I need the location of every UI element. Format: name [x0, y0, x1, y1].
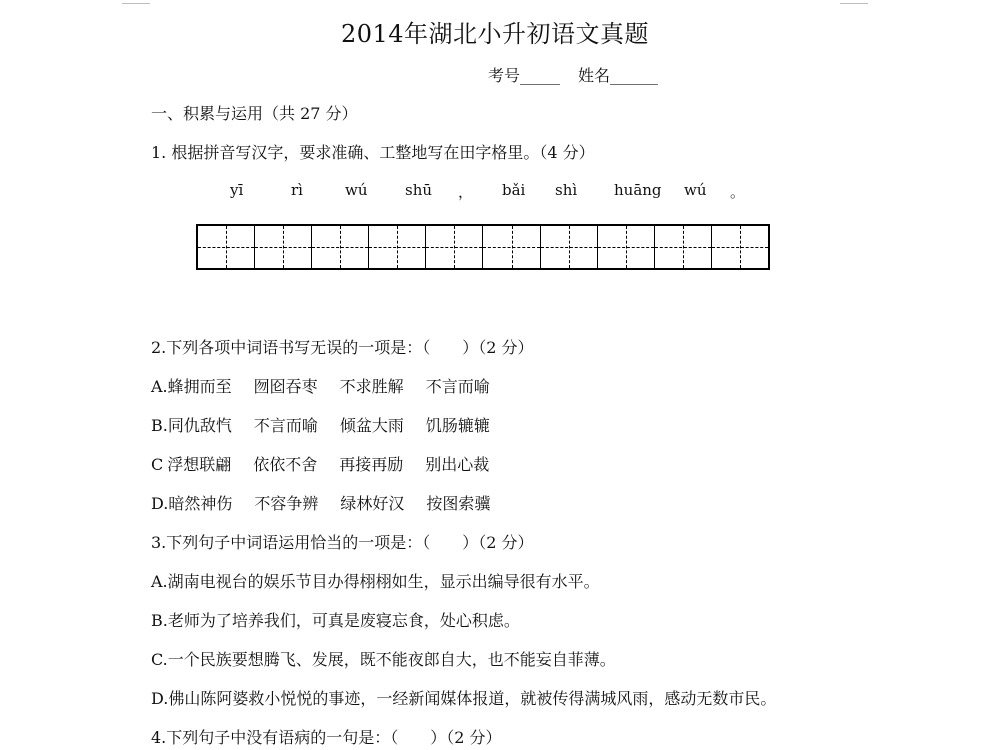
option-word: 绿林好汉	[340, 494, 405, 513]
pinyin-syllable: wú	[345, 181, 368, 199]
tianzige-grid	[196, 224, 770, 270]
crop-mark-right	[840, 0, 868, 4]
grid-cell[interactable]	[426, 226, 483, 268]
question-2-option-a	[151, 375, 512, 399]
question-3-option-c: C.一个民族要想腾飞、发展，既不能夜郎自大，也不能妄自菲薄。	[151, 650, 616, 669]
option-word: 按图索骥	[426, 494, 491, 513]
pinyin-syllable: bǎi	[502, 181, 526, 199]
option-word: 倾盆大雨	[339, 416, 404, 435]
option-word: 浮想联翩	[167, 455, 232, 474]
option-label: C	[151, 455, 164, 474]
crop-mark-left	[122, 0, 150, 4]
option-word: 再接再励	[339, 455, 404, 474]
pinyin-syllable: yī	[230, 181, 244, 199]
grid-cell[interactable]	[483, 226, 540, 268]
grid-cell[interactable]	[655, 226, 712, 268]
pinyin-syllable: huāng	[614, 181, 662, 199]
option-word: 同仇敌忾	[167, 416, 232, 435]
option-word: 暗然神伤	[168, 494, 233, 513]
question-1-prompt: 1. 根据拼音写汉字，要求准确、工整地写在田字格里。（4 分）	[151, 143, 595, 162]
exam-number-field[interactable]: 考号_____	[488, 66, 561, 85]
pinyin-punctuation: 。	[730, 183, 746, 201]
option-word: 蜂拥而至	[167, 377, 232, 396]
question-2-option-d	[151, 492, 512, 516]
grid-cell[interactable]	[712, 226, 768, 268]
pinyin-row	[0, 181, 990, 205]
question-3-option-a: A.湖南电视台的娱乐节目办得栩栩如生，显示出编导很有水平。	[151, 572, 600, 591]
question-2-prompt: 2.下列各项中词语书写无误的一项是：（ ）（2 分）	[151, 338, 534, 357]
option-label: A.	[151, 377, 168, 396]
option-word: 不言而喻	[425, 377, 490, 396]
option-label: B.	[151, 416, 168, 435]
option-word: 不言而喻	[253, 416, 318, 435]
option-word: 依依不舍	[253, 455, 318, 474]
option-word: 不容争辨	[254, 494, 319, 513]
option-word: 不求胜解	[339, 377, 404, 396]
question-3-option-b: B.老师为了培养我们，可真是废寝忘食，处心积虑。	[151, 611, 520, 630]
section-heading: 一、积累与运用（共 27 分）	[151, 104, 358, 123]
examinee-info	[488, 63, 658, 86]
pinyin-syllable: shì	[555, 181, 578, 199]
name-field[interactable]: 姓名______	[578, 66, 659, 85]
option-word: 别出心裁	[425, 455, 490, 474]
option-word: 饥肠辘辘	[425, 416, 490, 435]
option-word: 囫囵吞枣	[253, 377, 318, 396]
question-3-prompt: 3.下列句子中词语运用恰当的一项是：（ ）（2 分）	[151, 533, 534, 552]
option-label: D.	[151, 494, 169, 513]
question-3-option-d: D.佛山陈阿婆救小悦悦的事迹，一经新闻媒体报道，就被传得满城风雨，感动无数市民。	[151, 689, 777, 708]
grid-cell[interactable]	[541, 226, 598, 268]
pinyin-punctuation: ，	[458, 183, 474, 201]
page-title: 2014年湖北小升初语文真题	[340, 20, 650, 48]
question-4-prompt: 4.下列句子中没有语病的一句是：（ ）（2 分）	[151, 728, 502, 747]
pinyin-syllable: shū	[405, 181, 433, 199]
grid-cell[interactable]	[312, 226, 369, 268]
grid-cell[interactable]	[598, 226, 655, 268]
pinyin-syllable: rì	[291, 181, 303, 199]
question-2-option-b	[151, 414, 512, 438]
pinyin-syllable: wú	[684, 181, 707, 199]
grid-cell[interactable]	[369, 226, 426, 268]
question-2-option-c	[151, 453, 511, 477]
grid-cell[interactable]	[198, 226, 255, 268]
grid-cell[interactable]	[255, 226, 312, 268]
